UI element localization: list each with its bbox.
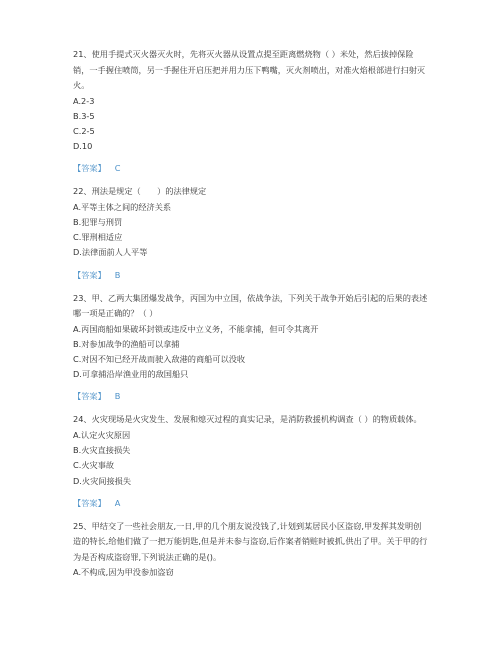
question-stem: 24、火灾现场是火灾发生、发展和熄灭过程的真实记录，是消防救援机构调查（ ）的物质载体。	[73, 414, 422, 425]
option-c: C.2-5	[73, 125, 95, 136]
option-c: C.火灾事故	[73, 460, 115, 471]
option-c: C.对因不知已经开战而驶入敌港的商船可以没收	[73, 354, 246, 365]
option-a: A.2-3	[73, 95, 95, 106]
option-d: D.10	[73, 141, 93, 152]
option-a: A.不构成,因为甲没参加盗窃	[73, 567, 174, 578]
answer-label: 【答案】	[73, 391, 106, 402]
question-23	[73, 291, 429, 405]
question-stem: 22、刑法是规定（ ）的法律规定	[73, 186, 207, 197]
answer-row	[73, 389, 429, 404]
answer-value: A	[114, 497, 121, 508]
answer-row	[73, 496, 429, 511]
question-stem: 25、甲结交了一些社会朋友,一日,甲的几个朋友说没钱了,计划到某居民小区盗窃,甲发挥其发明创造的特长,给他们做了一把万能钥匙,但是并未参与盗窃,后作案者销赃时被抓,供出了甲。关于甲的行为是否构成盗窃罪,下列说法正确的是()。	[73, 520, 428, 562]
question-21	[73, 47, 429, 176]
answer-value: C	[114, 163, 121, 174]
answer-label: 【答案】	[73, 497, 106, 508]
exam-page	[73, 47, 429, 580]
option-a: A.丙国商船如果破坏封锁或违反中立义务，不能拿捕，但可令其离开	[73, 323, 319, 334]
option-b: B.火灾直接损失	[73, 445, 131, 456]
question-stem: 21、使用手提式灭火器灭火时，先将灭火器从设置点提至距离燃烧物（ ）米处，然后拔掉保险销，一手握住喷筒，另一手握住开启压把并用力压下鸭嘴，灭火剂喷出，对准火焰根部进行扫射灭火。	[73, 49, 426, 90]
option-d: D.火灾间接损失	[73, 475, 132, 486]
option-a: A.平等主体之间的经济关系	[73, 201, 172, 212]
question-stem: 23、甲、乙两大集团爆发战争，丙国为中立国，依战争法，下列关于战争开始后引起的后果的表述哪一项是正确的？（ ）	[73, 292, 428, 319]
answer-value: B	[114, 269, 121, 280]
question-22	[73, 184, 429, 282]
answer-row	[73, 268, 429, 283]
option-c: C.罪刑相适应	[73, 232, 123, 243]
question-24	[73, 412, 429, 510]
option-b: B.3-5	[73, 110, 95, 121]
option-a: A.认定火灾原因	[73, 429, 131, 440]
question-25	[73, 519, 429, 581]
option-b: B.对参加战争的渔船可以拿捕	[73, 338, 180, 349]
answer-label: 【答案】	[73, 163, 106, 174]
answer-row	[73, 161, 429, 176]
option-d: D.法律面前人人平等	[73, 247, 148, 258]
answer-label: 【答案】	[73, 269, 106, 280]
option-b: B.犯罪与刑罚	[73, 217, 123, 228]
answer-value: B	[114, 391, 121, 402]
option-d: D.可拿捕沿岸渔业用的敌国船只	[73, 369, 189, 380]
